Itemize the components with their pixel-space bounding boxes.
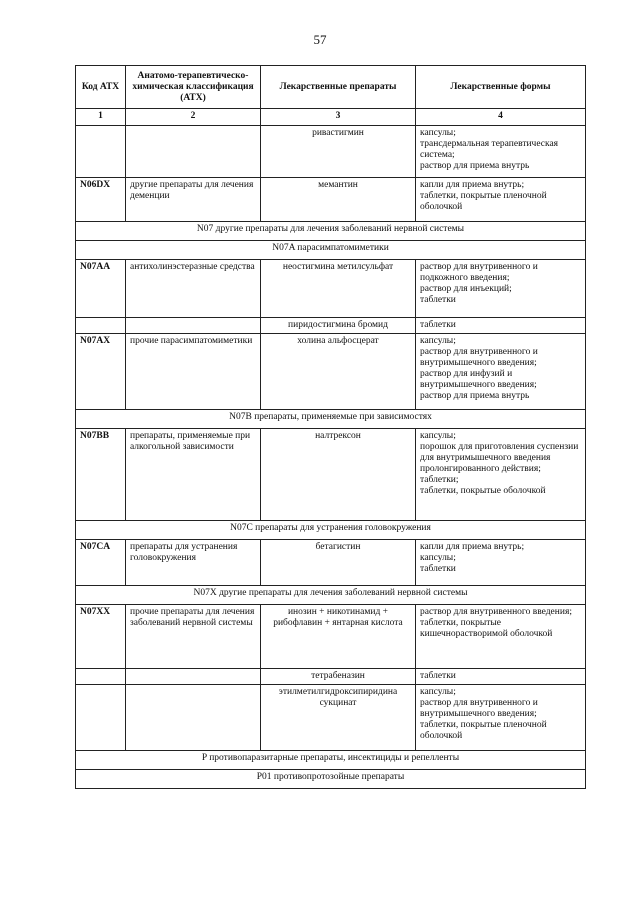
code-cell: N07AA — [76, 260, 126, 318]
column-number: 1 — [76, 109, 126, 126]
forms-cell: капли для приема внутрь; капсулы; таблетки — [416, 540, 586, 586]
section-title: N07A парасимпатомиметики — [76, 241, 586, 260]
forms-cell: раствор для внутривенного и подкожного введения; раствор для инъекций; таблетки — [416, 260, 586, 318]
class-cell: препараты, применяемые при алкогольной зависимости — [126, 429, 261, 521]
atx-table — [75, 65, 586, 789]
drug-cell: бетагистин — [261, 540, 416, 586]
section-title: N07B препараты, применяемые при зависимостях — [76, 410, 586, 429]
section-row — [76, 751, 586, 770]
code-cell: N07AX — [76, 334, 126, 410]
section-title: P01 противопротозойные препараты — [76, 770, 586, 789]
section-title: N07C препараты для устранения головокружения — [76, 521, 586, 540]
drug-cell: тетрабеназин — [261, 669, 416, 685]
code-cell — [76, 685, 126, 751]
class-cell — [126, 318, 261, 334]
table-row — [76, 178, 586, 222]
code-cell — [76, 669, 126, 685]
class-cell: прочие препараты для лечения заболеваний нервной системы — [126, 605, 261, 669]
table-row — [76, 605, 586, 669]
header-code: Код АТХ — [76, 66, 126, 109]
table-row — [76, 126, 586, 178]
code-cell: N07XX — [76, 605, 126, 669]
code-cell: N07BB — [76, 429, 126, 521]
column-number: 3 — [261, 109, 416, 126]
header-class: Анатомо-терапевтическо-химическая классификация (АТХ) — [126, 66, 261, 109]
section-title: P противопаразитарные препараты, инсектициды и репелленты — [76, 751, 586, 770]
forms-cell: таблетки — [416, 669, 586, 685]
drug-cell: холина альфосцерат — [261, 334, 416, 410]
drug-cell: этилметилгидроксипиридина сукцинат — [261, 685, 416, 751]
forms-cell: капсулы; трансдермальная терапевтическая система; раствор для приема внутрь — [416, 126, 586, 178]
forms-cell: капсулы; порошок для приготовления суспензии для внутримышечного введения пролонгированного действия; таблетки; таблетки, покрытые оболочкой — [416, 429, 586, 521]
class-cell — [126, 685, 261, 751]
drug-cell: ривастигмин — [261, 126, 416, 178]
section-row — [76, 586, 586, 605]
header-forms: Лекарственные формы — [416, 66, 586, 109]
section-row — [76, 241, 586, 260]
code-cell: N06DX — [76, 178, 126, 222]
class-cell — [126, 669, 261, 685]
section-title: N07X другие препараты для лечения заболеваний нервной системы — [76, 586, 586, 605]
table-body — [76, 126, 586, 789]
drug-cell: инозин + никотинамид + рибофлавин + янтарная кислота — [261, 605, 416, 669]
forms-cell: капсулы; раствор для внутривенного и внутримышечного введения; раствор для инфузий и внутримышечного введения; раствор для приема внутрь — [416, 334, 586, 410]
drug-cell: налтрексон — [261, 429, 416, 521]
table-row — [76, 318, 586, 334]
column-number-row — [76, 109, 586, 126]
section-title: N07 другие препараты для лечения заболеваний нервной системы — [76, 222, 586, 241]
drug-cell: мемантин — [261, 178, 416, 222]
table-row — [76, 334, 586, 410]
section-row — [76, 410, 586, 429]
section-row — [76, 770, 586, 789]
drug-cell: пиридостигмина бромид — [261, 318, 416, 334]
section-row — [76, 222, 586, 241]
class-cell — [126, 126, 261, 178]
column-number: 2 — [126, 109, 261, 126]
table-row — [76, 669, 586, 685]
class-cell: препараты для устранения головокружения — [126, 540, 261, 586]
forms-cell: капли для приема внутрь; таблетки, покрытые пленочной оболочкой — [416, 178, 586, 222]
header-row — [76, 66, 586, 109]
table-row — [76, 260, 586, 318]
column-number: 4 — [416, 109, 586, 126]
code-cell — [76, 318, 126, 334]
table-row — [76, 540, 586, 586]
forms-cell: раствор для внутривенного введения; таблетки, покрытые кишечнорастворимой оболочкой — [416, 605, 586, 669]
section-row — [76, 521, 586, 540]
class-cell: другие препараты для лечения деменции — [126, 178, 261, 222]
code-cell — [76, 126, 126, 178]
table-row — [76, 685, 586, 751]
forms-cell: таблетки — [416, 318, 586, 334]
class-cell: прочие парасимпатомиметики — [126, 334, 261, 410]
class-cell: антихолинэстеразные средства — [126, 260, 261, 318]
header-drugs: Лекарственные препараты — [261, 66, 416, 109]
page-number: 57 — [313, 32, 327, 47]
code-cell: N07CA — [76, 540, 126, 586]
drug-cell: неостигмина метилсульфат — [261, 260, 416, 318]
table-row — [76, 429, 586, 521]
forms-cell: капсулы; раствор для внутривенного и внутримышечного введения; таблетки, покрытые пленочной оболочкой — [416, 685, 586, 751]
